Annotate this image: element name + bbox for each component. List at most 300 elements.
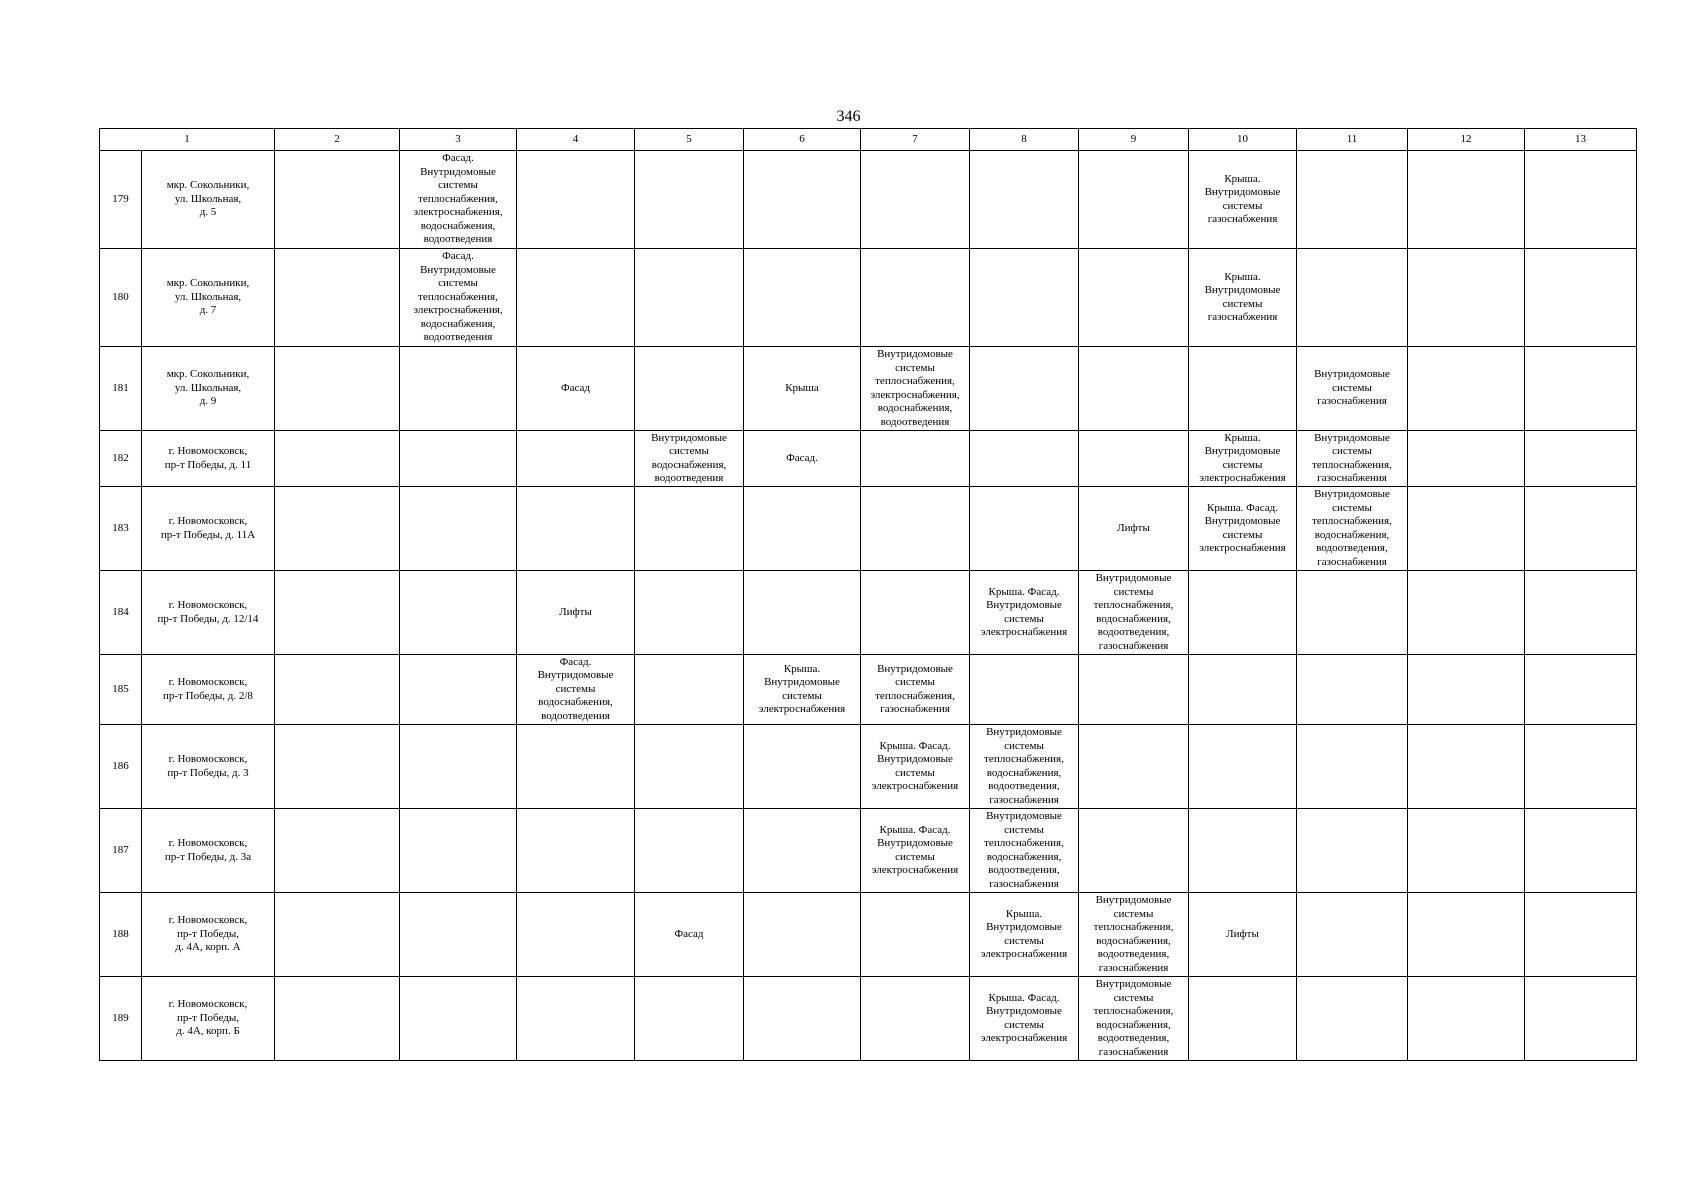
cell-line: газоснабжения: [989, 793, 1059, 806]
column-number-row: [100, 129, 1637, 151]
cell-line: системы: [1004, 823, 1044, 836]
cell-line: газоснабжения: [1317, 555, 1387, 568]
work-cell-col-3: [400, 655, 517, 725]
cell-line: водоснабжения,: [1314, 528, 1390, 541]
cell-line: теплоснабжения,: [984, 753, 1064, 765]
work-cell-col-4: [517, 249, 635, 347]
address-cell: [142, 809, 275, 893]
work-cell-col-5: [635, 249, 744, 347]
cell-line: теплоснабжения,: [418, 192, 498, 205]
cell-line: электроснабжения: [980, 1032, 1068, 1044]
work-cell-col-6: [744, 725, 861, 809]
work-cell-col-8: [970, 431, 1079, 487]
work-cell-col-12: [1408, 655, 1525, 725]
work-cell-col-8: [970, 725, 1079, 809]
cell-line: системы: [1004, 612, 1044, 625]
work-cell-col-5: [635, 347, 744, 431]
work-cell-col-12: [1408, 809, 1525, 893]
work-cell-col-7: [861, 487, 970, 571]
cell-line: Крыша.: [1224, 172, 1261, 185]
work-cell-col-10: [1189, 249, 1297, 347]
work-cell-col-7: [861, 571, 970, 655]
column-header-5: 5: [635, 129, 744, 151]
cell-line: системы: [782, 689, 822, 702]
work-cell-col-2: [275, 151, 400, 249]
work-cell-col-2: [275, 809, 400, 893]
cell-line: электроснабжения: [1199, 542, 1286, 554]
work-cell-col-12: [1408, 431, 1525, 487]
table-row: [100, 977, 1637, 1061]
work-cell-col-2: [275, 725, 400, 809]
cell-line: Фасад.: [786, 451, 818, 464]
cell-line: Лифты: [559, 605, 592, 618]
work-cell-col-12: [1408, 893, 1525, 977]
cell-line: водоотведения,: [988, 864, 1060, 876]
work-cell-col-2: [275, 571, 400, 655]
cell-line: Внутридомовые: [1204, 515, 1281, 527]
work-cell-col-4: [517, 151, 635, 249]
work-cell-col-10: [1189, 655, 1297, 725]
cell-line: Внутридомовые: [877, 837, 953, 849]
column-header-13: 13: [1525, 129, 1637, 151]
cell-line: системы: [438, 179, 478, 192]
column-header-3: 3: [400, 129, 517, 151]
row-number: 189: [100, 977, 142, 1061]
work-cell-col-3: [400, 893, 517, 977]
work-cell-col-8: [970, 571, 1079, 655]
cell-line: Фасад.: [442, 152, 474, 165]
cell-line: пр-т Победы, д. 12/14: [157, 612, 259, 625]
work-cell-col-8: [970, 655, 1079, 725]
work-cell-col-10: [1189, 977, 1297, 1061]
work-cell-col-6: [744, 893, 861, 977]
work-cell-col-11: [1297, 249, 1408, 347]
row-number: 184: [100, 571, 142, 655]
cell-line: Внутридомовые: [1095, 572, 1172, 584]
cell-line: Крыша. Фасад.: [988, 991, 1060, 1004]
cell-line: системы: [669, 445, 709, 457]
cell-line: Внутридомовые: [1314, 488, 1390, 500]
cell-line: водоотведения: [880, 415, 950, 428]
work-cell-col-12: [1408, 347, 1525, 431]
work-cell-col-10: [1189, 151, 1297, 249]
work-cell-col-2: [275, 893, 400, 977]
cell-line: электроснабжения: [980, 948, 1068, 960]
work-cell-col-4: [517, 347, 635, 431]
cell-line: системы: [1332, 381, 1372, 394]
work-cell-col-7: [861, 725, 970, 809]
cell-line: газоснабжения: [1207, 213, 1278, 225]
cell-line: системы: [1332, 501, 1372, 514]
column-header-4: 4: [517, 129, 635, 151]
table-row: [100, 571, 1637, 655]
cell-line: Крыша. Фасад.: [879, 823, 951, 836]
work-cell-col-11: [1297, 151, 1408, 249]
work-cell-col-3: [400, 487, 517, 571]
work-cell-col-7: [861, 893, 970, 977]
cell-line: ул. Школьная,: [174, 192, 242, 205]
row-number: 180: [100, 249, 142, 347]
work-cell-col-3: [400, 249, 517, 347]
work-cell-col-10: [1189, 893, 1297, 977]
row-number: 183: [100, 487, 142, 571]
work-cell-col-7: [861, 249, 970, 347]
cell-line: водоотведения,: [1097, 948, 1170, 960]
work-cell-col-12: [1408, 571, 1525, 655]
row-number: 188: [100, 893, 142, 977]
cell-line: газоснабжения: [1317, 472, 1387, 484]
table-row: [100, 809, 1637, 893]
cell-line: водоотведения: [423, 233, 493, 246]
cell-line: Внутридомовые: [986, 1005, 1062, 1017]
work-cell-col-4: [517, 571, 635, 655]
cell-line: системы: [1222, 199, 1263, 212]
cell-line: мкр. Сокольники,: [166, 277, 250, 290]
cell-line: водоснабжения,: [986, 766, 1062, 779]
cell-line: пр-т Победы, д. 3: [167, 766, 249, 779]
cell-line: газоснабжения: [1098, 961, 1169, 974]
cell-line: Лифты: [1117, 521, 1150, 534]
work-cell-col-13: [1525, 725, 1637, 809]
cell-line: электроснабжения,: [413, 304, 503, 317]
cell-line: пр-т Победы, д. 11А: [160, 528, 256, 541]
work-cell-col-7: [861, 655, 970, 725]
cell-line: системы: [1004, 739, 1044, 752]
work-cell-col-2: [275, 487, 400, 571]
work-cell-col-2: [275, 347, 400, 431]
work-cell-col-6: [744, 571, 861, 655]
cell-line: Внутридомовые: [651, 431, 727, 444]
cell-line: Внутридомовые: [764, 676, 840, 688]
table-row: [100, 431, 1637, 487]
cell-line: д. 7: [199, 304, 217, 317]
cell-line: теплоснабжения,: [418, 290, 498, 303]
work-cell-col-13: [1525, 893, 1637, 977]
address-cell: [142, 893, 275, 977]
cell-line: системы: [1222, 528, 1263, 541]
work-cell-col-9: [1079, 655, 1189, 725]
work-cell-col-7: [861, 809, 970, 893]
row-number: 182: [100, 431, 142, 487]
work-cell-col-13: [1525, 487, 1637, 571]
cell-line: Внутридомовые: [986, 921, 1062, 933]
cell-line: Фасад: [674, 927, 704, 940]
address-cell: [142, 655, 275, 725]
table-row: [100, 725, 1637, 809]
work-cell-col-11: [1297, 655, 1408, 725]
cell-line: системы: [1222, 458, 1263, 471]
cell-line: г. Новомосковск,: [168, 753, 248, 765]
cell-line: Фасад.: [442, 250, 474, 263]
cell-line: системы: [895, 766, 935, 779]
cell-line: д. 4А, корп. Б: [176, 1025, 240, 1038]
address-cell: [142, 249, 275, 347]
work-cell-col-3: [400, 151, 517, 249]
work-cell-col-12: [1408, 249, 1525, 347]
cell-line: водоснабжения,: [877, 402, 953, 414]
column-header-6: 6: [744, 129, 861, 151]
cell-line: теплоснабжения,: [984, 837, 1064, 849]
row-number: 187: [100, 809, 142, 893]
work-cell-col-12: [1408, 725, 1525, 809]
cell-line: Внутридомовые: [877, 753, 953, 765]
cell-line: д. 4А, корп. А: [175, 941, 241, 954]
work-cell-col-8: [970, 151, 1079, 249]
cell-line: пр-т Победы, д. 2/8: [163, 689, 253, 702]
work-cell-col-10: [1189, 431, 1297, 487]
work-cell-col-13: [1525, 431, 1637, 487]
work-cell-col-9: [1079, 151, 1189, 249]
work-cell-col-13: [1525, 347, 1637, 431]
work-cell-col-13: [1525, 655, 1637, 725]
cell-line: водоснабжения,: [986, 850, 1062, 863]
cell-line: теплоснабжения,: [1093, 1005, 1174, 1017]
cell-line: газоснабжения: [1317, 395, 1387, 408]
page-number: 346: [836, 108, 861, 125]
cell-line: системы: [1222, 297, 1263, 310]
cell-line: электроснабжения,: [870, 388, 960, 401]
cell-line: системы: [438, 277, 478, 290]
cell-line: г. Новомосковск,: [168, 998, 248, 1011]
cell-line: Внутридомовые: [420, 263, 496, 276]
cell-line: газоснабжения: [1098, 1045, 1169, 1058]
cell-line: Крыша. Фасад.: [879, 739, 951, 752]
work-cell-col-7: [861, 431, 970, 487]
work-cell-col-6: [744, 431, 861, 487]
address-cell: [142, 571, 275, 655]
cell-line: пр-т Победы, д. 3а: [164, 850, 252, 863]
work-cell-col-3: [400, 571, 517, 655]
work-cell-col-3: [400, 725, 517, 809]
cell-line: Крыша.: [783, 662, 821, 675]
work-cell-col-13: [1525, 249, 1637, 347]
work-cell-col-4: [517, 809, 635, 893]
work-cell-col-5: [635, 571, 744, 655]
cell-line: пр-т Победы, д. 11: [164, 458, 252, 471]
cell-line: Лифты: [1226, 927, 1259, 940]
cell-line: теплоснабжения,: [1093, 921, 1174, 933]
work-cell-col-13: [1525, 809, 1637, 893]
work-cell-col-10: [1189, 809, 1297, 893]
work-cell-col-5: [635, 431, 744, 487]
work-cell-col-10: [1189, 487, 1297, 571]
column-header-1: 1: [100, 129, 275, 151]
work-cell-col-9: [1079, 571, 1189, 655]
work-cell-col-5: [635, 655, 744, 725]
cell-line: водоотведения: [541, 709, 610, 722]
cell-line: системы: [555, 682, 596, 695]
work-cell-col-4: [517, 725, 635, 809]
work-cell-col-4: [517, 487, 635, 571]
work-cell-col-4: [517, 893, 635, 977]
column-header-7: 7: [861, 129, 970, 151]
column-header-11: 11: [1297, 129, 1408, 151]
cell-line: газоснабжения: [1207, 311, 1278, 323]
work-cell-col-9: [1079, 431, 1189, 487]
work-cell-col-9: [1079, 725, 1189, 809]
address-cell: [142, 151, 275, 249]
work-cell-col-9: [1079, 347, 1189, 431]
cell-line: Внутридомовые: [420, 165, 496, 178]
cell-line: водоснабжения,: [651, 458, 727, 471]
cell-line: Внутридомовые: [1314, 431, 1390, 444]
work-cell-col-11: [1297, 977, 1408, 1061]
work-cell-col-8: [970, 977, 1079, 1061]
cell-line: Внутридомовые: [537, 669, 614, 682]
address-cell: [142, 347, 275, 431]
cell-line: водоотведения,: [1097, 626, 1170, 638]
work-cell-col-8: [970, 809, 1079, 893]
cell-line: г. Новомосковск,: [168, 515, 248, 527]
work-cell-col-5: [635, 977, 744, 1061]
cell-line: Фасад.: [559, 655, 592, 668]
work-cell-col-6: [744, 655, 861, 725]
cell-line: Внутридомовые: [877, 348, 953, 360]
cell-line: электроснабжения: [871, 780, 959, 792]
work-cell-col-3: [400, 809, 517, 893]
column-header-9: 9: [1079, 129, 1189, 151]
cell-line: Крыша.: [1224, 431, 1261, 444]
work-cell-col-2: [275, 431, 400, 487]
work-cell-col-11: [1297, 893, 1408, 977]
cell-line: водоснабжения,: [1096, 612, 1171, 625]
cell-line: Крыша.: [1224, 270, 1261, 283]
cell-line: ул. Школьная,: [174, 290, 242, 303]
work-cell-col-12: [1408, 977, 1525, 1061]
work-cell-col-6: [744, 977, 861, 1061]
work-cell-col-5: [635, 893, 744, 977]
work-cell-col-13: [1525, 977, 1637, 1061]
cell-line: г. Новомосковск,: [168, 599, 248, 611]
work-cell-col-3: [400, 347, 517, 431]
repair-schedule-table: [99, 128, 1637, 1061]
cell-line: водоотведения: [423, 331, 493, 344]
cell-line: Внутридомовые: [986, 599, 1062, 611]
cell-line: Внутридомовые: [1095, 978, 1172, 990]
cell-line: электроснабжения: [758, 703, 846, 715]
work-cell-col-9: [1079, 249, 1189, 347]
work-cell-col-8: [970, 487, 1079, 571]
cell-line: теплоснабжения,: [1312, 458, 1392, 471]
cell-line: теплоснабжения,: [1093, 599, 1174, 611]
cell-line: газоснабжения: [1098, 639, 1169, 652]
work-cell-col-11: [1297, 487, 1408, 571]
cell-line: системы: [1113, 907, 1154, 920]
cell-line: системы: [1332, 445, 1372, 457]
cell-line: теплоснабжения,: [875, 689, 955, 702]
column-header-10: 10: [1189, 129, 1297, 151]
cell-line: д. 5: [199, 206, 217, 219]
cell-line: водоотведения: [654, 472, 724, 484]
cell-line: Фасад: [560, 381, 591, 394]
cell-line: водоснабжения,: [1096, 934, 1171, 947]
table-row: [100, 249, 1637, 347]
cell-line: газоснабжения: [880, 703, 950, 715]
work-cell-col-11: [1297, 431, 1408, 487]
cell-line: мкр. Сокольники,: [166, 368, 250, 381]
work-cell-col-9: [1079, 809, 1189, 893]
work-cell-col-12: [1408, 487, 1525, 571]
work-cell-col-8: [970, 347, 1079, 431]
work-cell-col-9: [1079, 487, 1189, 571]
cell-line: Крыша. Фасад.: [1207, 501, 1278, 514]
work-cell-col-13: [1525, 571, 1637, 655]
cell-line: Крыша: [785, 381, 819, 394]
work-cell-col-7: [861, 347, 970, 431]
work-cell-col-10: [1189, 725, 1297, 809]
table-row: [100, 347, 1637, 431]
column-header-12: 12: [1408, 129, 1525, 151]
row-number: 185: [100, 655, 142, 725]
cell-line: Внутридомовые: [1204, 445, 1281, 457]
cell-line: электроснабжения,: [413, 206, 503, 219]
column-header-8: 8: [970, 129, 1079, 151]
address-cell: [142, 977, 275, 1061]
cell-line: г. Новомосковск,: [168, 837, 248, 849]
table-row: [100, 151, 1637, 249]
cell-line: Крыша. Фасад.: [988, 585, 1060, 598]
work-cell-col-6: [744, 347, 861, 431]
work-cell-col-13: [1525, 151, 1637, 249]
work-cell-col-6: [744, 809, 861, 893]
address-cell: [142, 431, 275, 487]
work-cell-col-4: [517, 655, 635, 725]
cell-line: Внутридомовые: [1204, 186, 1281, 198]
row-number: 179: [100, 151, 142, 249]
work-cell-col-10: [1189, 571, 1297, 655]
work-cell-col-6: [744, 249, 861, 347]
table-row: [100, 655, 1637, 725]
work-cell-col-12: [1408, 151, 1525, 249]
table-body: [100, 151, 1637, 1061]
work-cell-col-3: [400, 977, 517, 1061]
cell-line: системы: [1004, 1018, 1044, 1031]
cell-line: д. 9: [199, 395, 217, 408]
work-cell-col-2: [275, 655, 400, 725]
work-cell-col-7: [861, 151, 970, 249]
cell-line: электроснабжения: [980, 626, 1068, 638]
cell-line: Внутридомовые: [986, 726, 1062, 738]
address-cell: [142, 725, 275, 809]
work-cell-col-5: [635, 809, 744, 893]
cell-line: водоснабжения,: [420, 219, 496, 232]
work-cell-col-5: [635, 487, 744, 571]
cell-line: системы: [895, 676, 935, 688]
work-cell-col-7: [861, 977, 970, 1061]
work-cell-col-4: [517, 977, 635, 1061]
cell-line: водоснабжения,: [538, 696, 613, 709]
address-cell: [142, 487, 275, 571]
cell-line: Внутридомовые: [877, 662, 953, 675]
work-cell-col-11: [1297, 571, 1408, 655]
work-cell-col-5: [635, 151, 744, 249]
cell-line: системы: [1113, 585, 1154, 598]
work-cell-col-9: [1079, 977, 1189, 1061]
cell-line: системы: [1004, 934, 1044, 947]
cell-line: системы: [895, 361, 935, 374]
work-cell-col-11: [1297, 809, 1408, 893]
cell-line: электроснабжения: [871, 864, 959, 876]
cell-line: водоснабжения,: [1096, 1018, 1171, 1031]
cell-line: пр-т Победы,: [177, 1011, 239, 1024]
cell-line: теплоснабжения,: [875, 375, 955, 387]
cell-line: водоотведения,: [1097, 1032, 1170, 1044]
cell-line: ул. Школьная,: [174, 381, 242, 394]
cell-line: Внутридомовые: [1314, 368, 1390, 381]
cell-line: водоснабжения,: [420, 317, 496, 330]
work-cell-col-8: [970, 249, 1079, 347]
cell-line: г. Новомосковск,: [168, 914, 248, 927]
